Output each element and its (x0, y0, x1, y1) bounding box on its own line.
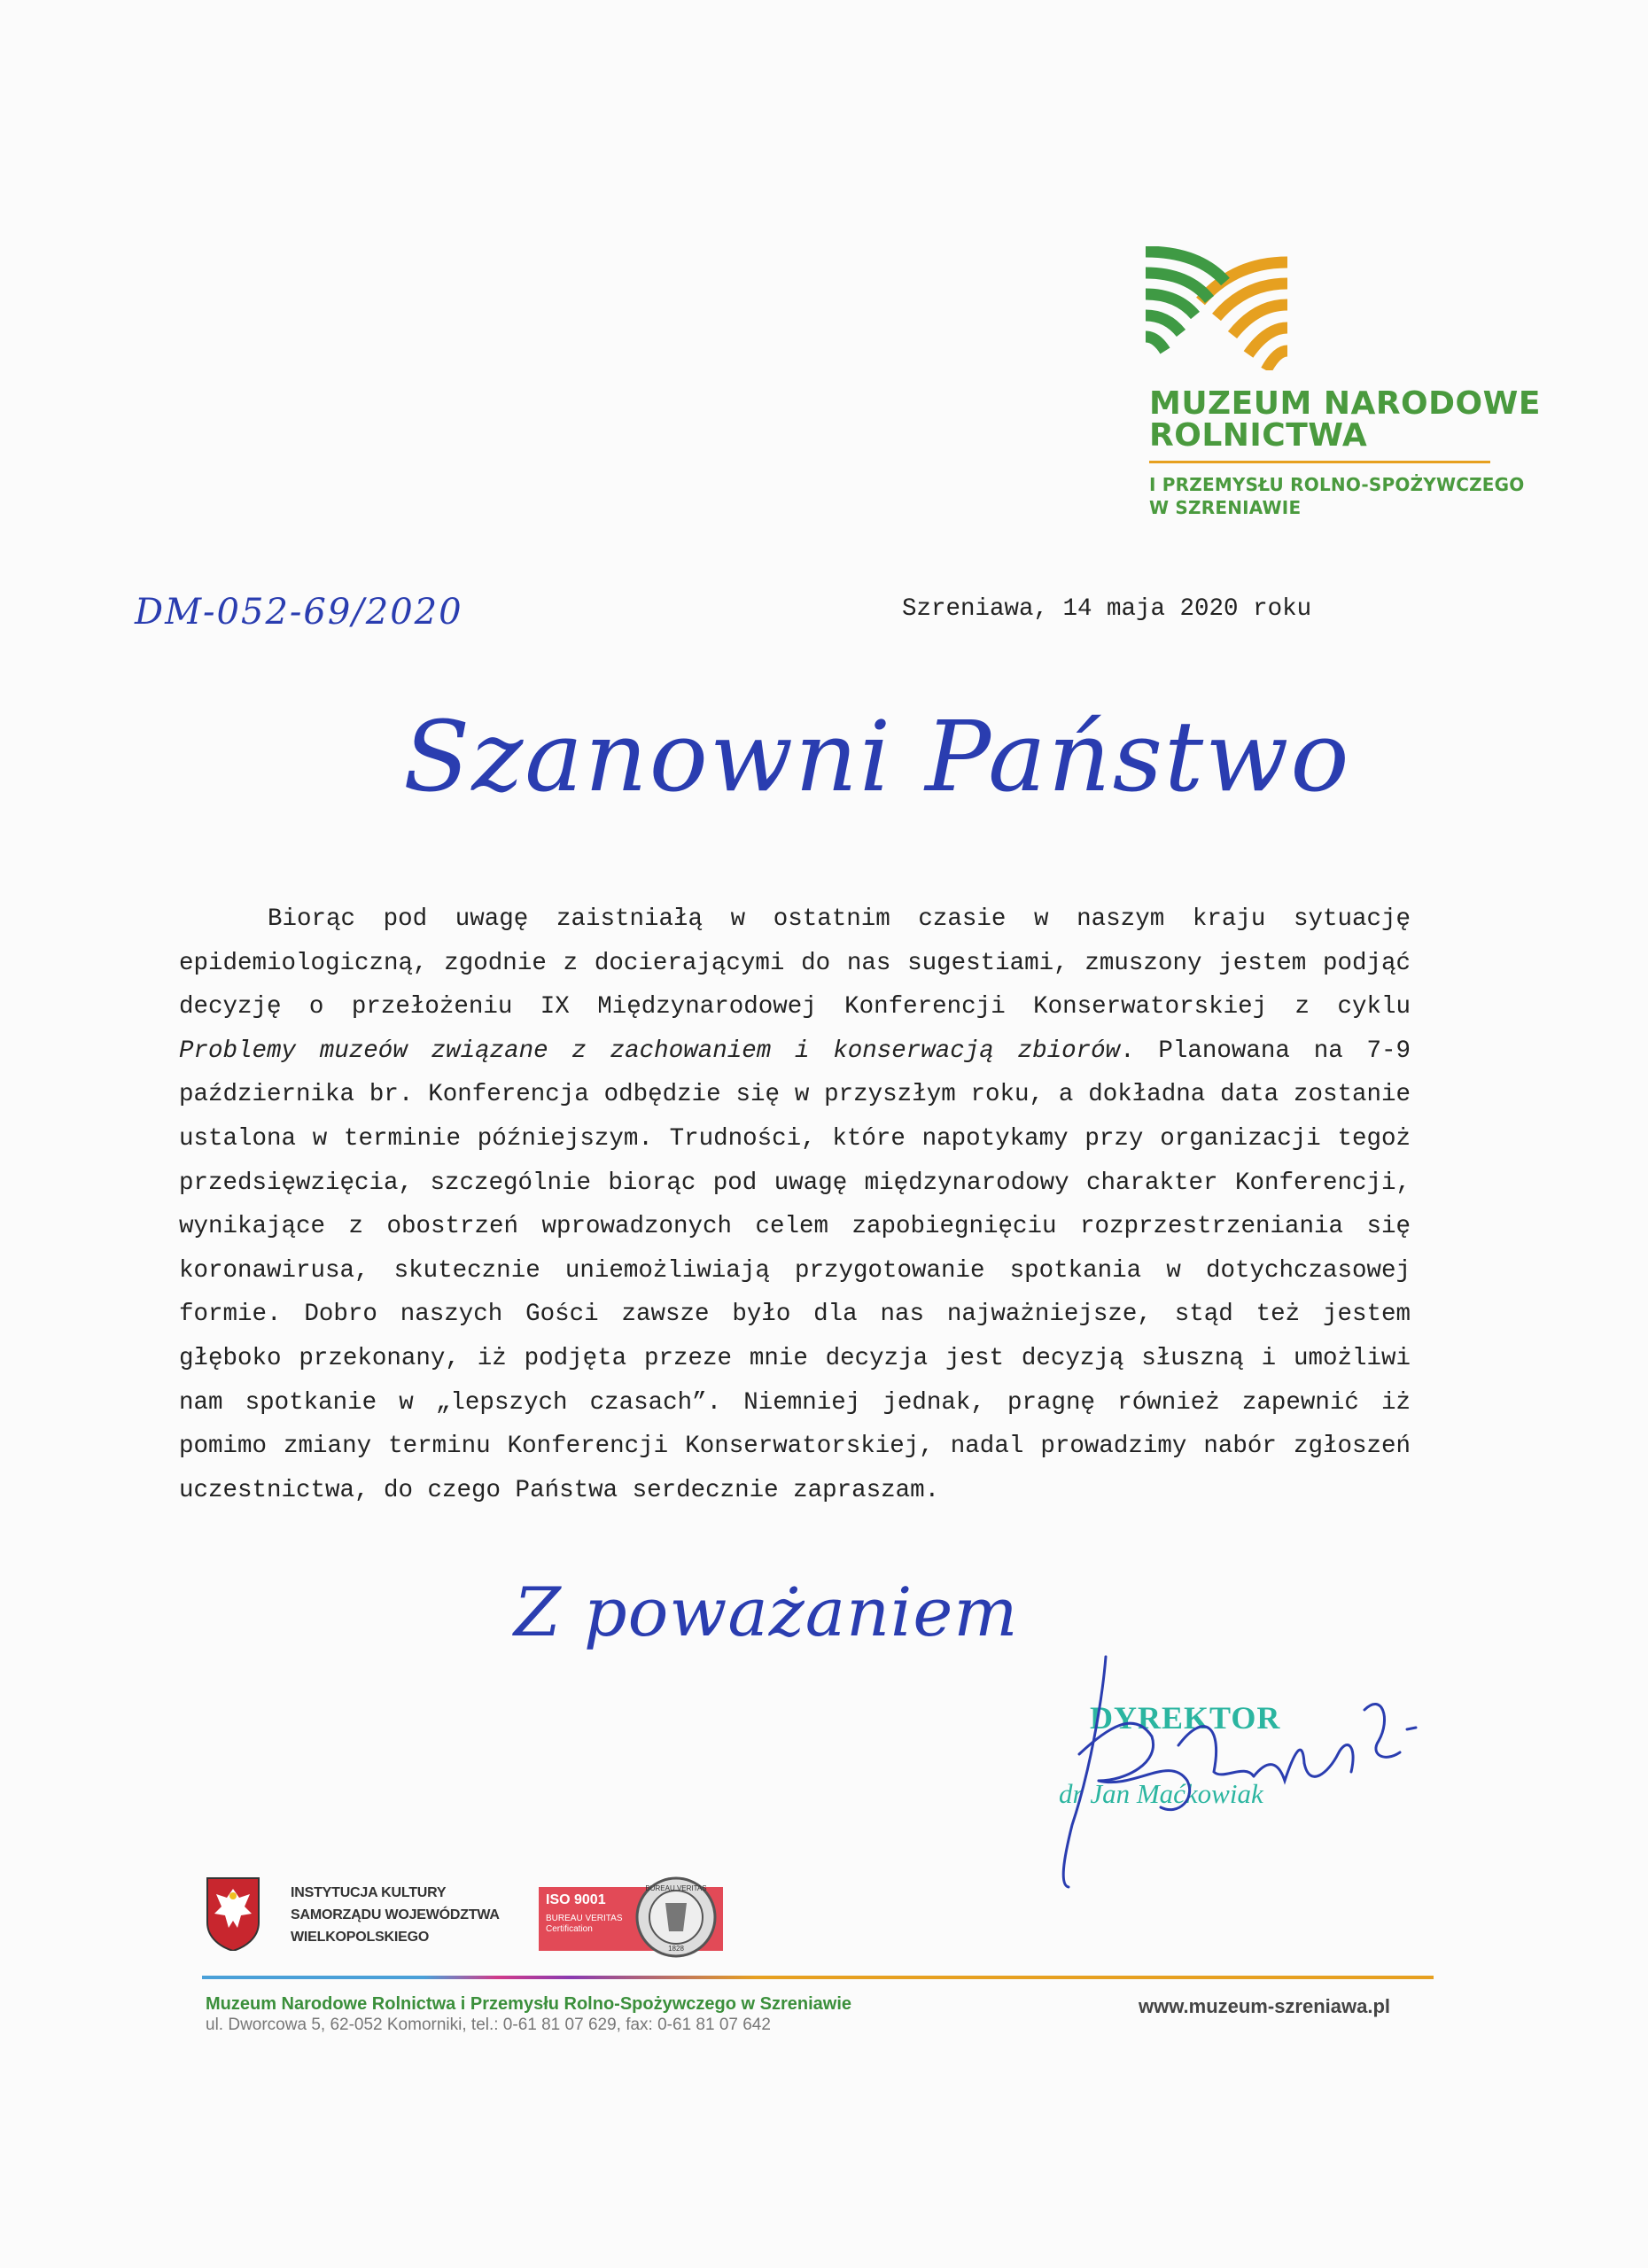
director-name: dr Jan Maćkowiak (1059, 1778, 1263, 1809)
institution-line2: SAMORZĄDU WOJEWÓDZTWA (291, 1907, 500, 1922)
logo-title-line2: ROLNICTWA (1149, 417, 1368, 454)
institution-line1: INSTYTUCJA KULTURY (291, 1885, 447, 1900)
reference-number: DM-052-69/2020 (135, 592, 463, 633)
body-intro: Biorąc pod uwagę zaistniałą w ostatnim czasie w naszym kraju sytuację epidemiologiczną, zgodnie z docierającymi do nas sugestiami, zmuszony jestem podjąć decyzję o przełożeniu IX Międzynarodowej Konferencji Konserwatorskiej z cyklu (179, 905, 1411, 1021)
footer-divider (202, 1976, 1434, 1979)
logo-divider (1149, 461, 1490, 463)
signature-icon (1028, 1648, 1435, 1905)
salutation: Szanowni Państwo (403, 700, 1351, 813)
conference-series-title: Problemy muzeów związane z zachowaniem i konserwacją zbiorów (179, 1037, 1121, 1065)
letter-body (179, 897, 1411, 1512)
logo-subtitle-line1: I PRZEMYSŁU ROLNO-SPOŻYWCZEGO (1149, 474, 1525, 495)
seal-year-text: 1828 (668, 1945, 684, 1953)
closing: Z poważaniem (514, 1573, 1019, 1651)
seal-top-text: BUREAU VERITAS (645, 1884, 707, 1892)
footer-address: ul. Dworcowa 5, 62-052 Komorniki, tel.: 0-61 81 07 629, fax: 0-61 81 07 642 (206, 2016, 771, 2034)
logo-title-line1: MUZEUM NARODOWE (1149, 385, 1541, 422)
footer-website-link[interactable]: www.muzeum-szreniawa.pl (1139, 1995, 1391, 2017)
eagle-crest-icon (206, 1876, 260, 1951)
institution-line3: WIELKOPOLSKIEGO (291, 1930, 430, 1945)
director-title: DYREKTOR (1090, 1700, 1281, 1736)
iso-label: ISO 9001 (546, 1892, 606, 1907)
museum-logo-icon (1146, 246, 1289, 370)
logo-subtitle-line2: W SZRENIAWIE (1149, 497, 1302, 518)
bureau-veritas-seal-icon (634, 1875, 719, 1960)
iso-sub-label: BUREAU VERITAS Certification (546, 1914, 623, 1934)
body-rest: . Planowana na 7-9 października br. Konferencja odbędzie się w przyszłym roku, a dokładna data zostanie ustalona w terminie późniejszym. Trudności, które napotykamy przy organizacji tegoż przedsięwzięcia, szczególnie biorąc pod uwagę międzynarodowy charakter Konferencji, wynikające z obostrzeń wprowadzonych celem zapobiegnięciu rozprzestrzeniania się koronawirusa, skutecznie uniemożliwiają przygotowanie spotkania w dotychczasowej formie. Dobro naszych Gości zawsze było dla nas najważniejsze, stąd też jestem głęboko przekonany, iż podjęta przeze mnie decyzja jest decyzją słuszną i umożliwi nam spotkanie w „lepszych czasach”. Niemniej jednak, pragnę również zapewnić iż pomimo zmiany terminu Konferencji Konserwatorskiej, nadal prowadzimy nabór zgłoszeń uczestnictwa, do czego Państwa serdecznie zapraszam. (179, 1037, 1411, 1504)
footer-organization: Muzeum Narodowe Rolnictwa i Przemysłu Rolno-Spożywczego w Szreniawie (206, 1994, 852, 2014)
place-date: Szreniawa, 14 maja 2020 roku (902, 595, 1312, 623)
